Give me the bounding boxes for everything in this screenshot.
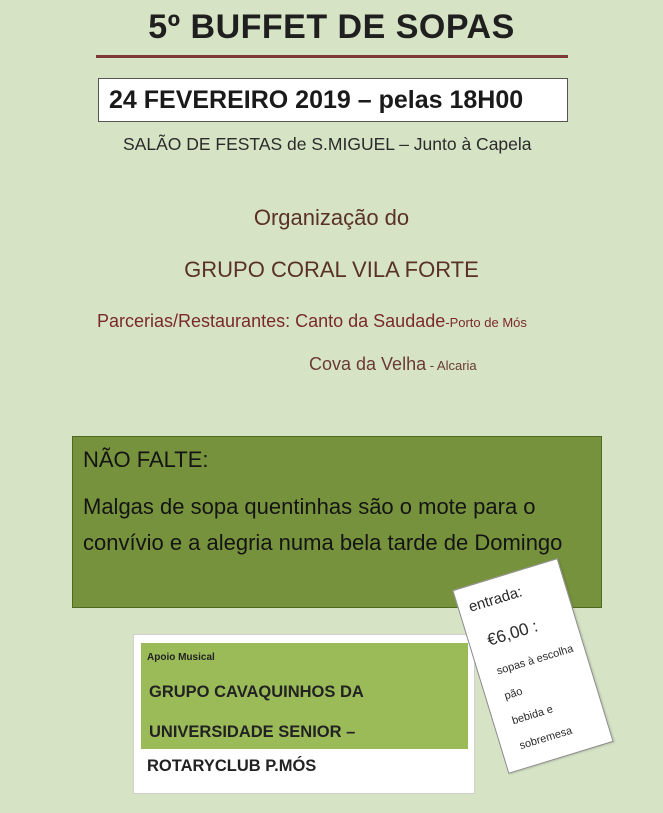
partner-location: - Alcaria [426,358,477,373]
partner-location: -Porto de Mós [445,315,527,330]
partners-row-second [309,354,477,375]
title-underline [96,55,568,58]
organization-label: Organização do [253,205,410,230]
ticket-line: sopas à escolha [495,642,575,678]
partners-row [97,311,527,332]
partner-name: Canto da Saudade [295,311,446,331]
organization-name: GRUPO CORAL VILA FORTE [184,257,479,282]
ticket-line: pão [502,685,525,703]
ticket-price: €6,00 : [484,616,541,650]
music-support-card [133,634,475,794]
music-support-panel [141,643,468,749]
poster-title: 5º BUFFET DE SOPAS [148,8,515,46]
callout-body: Malgas de sopa quentinhas são o mote para o convívio e a alegria numa bela tarde de Domingo [83,494,563,555]
event-venue: SALÃO DE FESTAS de S.MIGUEL – Junto à Capela [123,134,532,154]
music-group-line: ROTARYCLUB P.MÓS [147,757,317,775]
partner-name: Cova da Velha [309,354,427,374]
ticket-line: bebida e [510,703,555,728]
music-support-label: Apoio Musical [147,652,215,663]
partners-label: Parcerias/Restaurantes: [97,311,291,331]
ticket-title: entrada: [466,583,525,616]
music-group-line: UNIVERSIDADE SENIOR – [149,723,356,741]
music-group-line: GRUPO CAVAQUINHOS DA [149,683,364,701]
callout-heading: NÃO FALTE: [83,447,209,472]
event-date-box: 24 FEVEREIRO 2019 – pelas 18H00 [98,78,568,122]
ticket-line: sobremesa [518,724,574,753]
